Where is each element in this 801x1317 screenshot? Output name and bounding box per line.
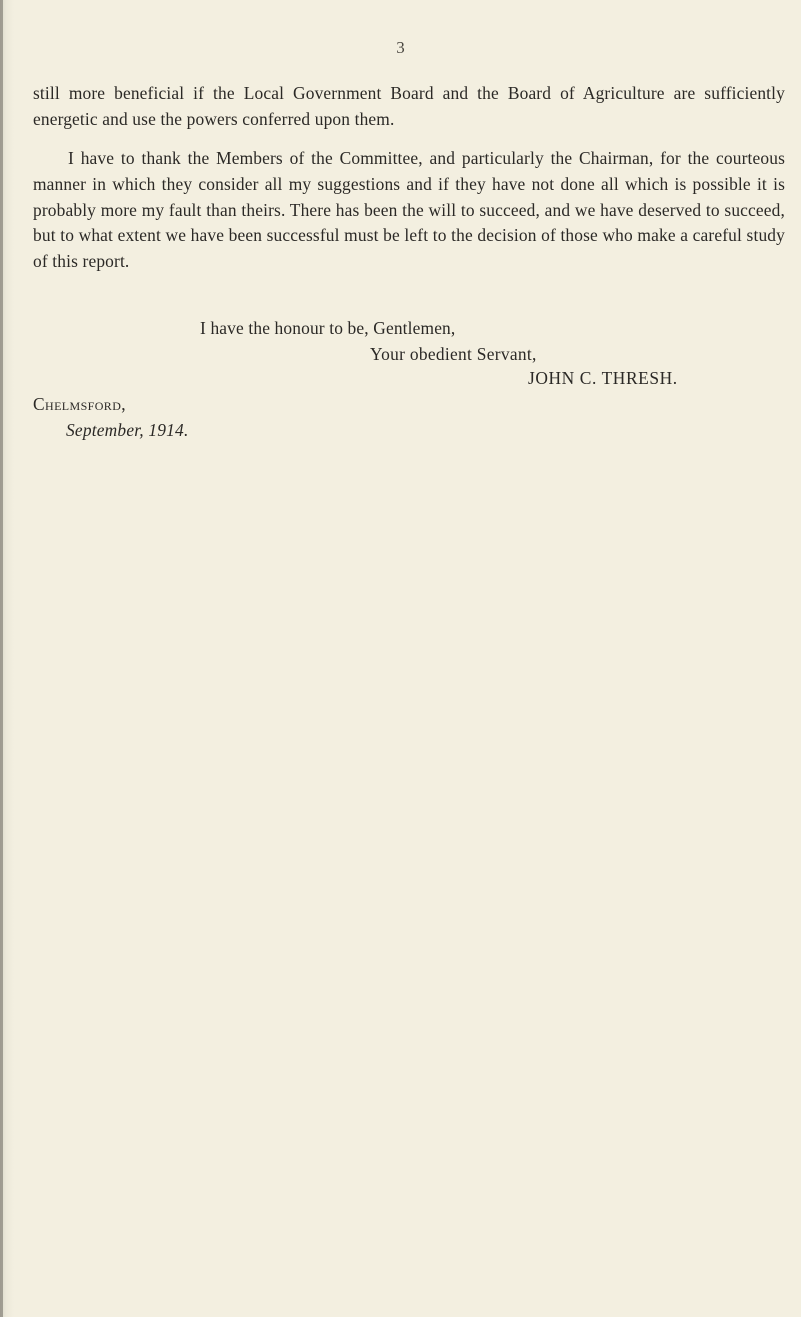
closing-salutation: I have the honour to be, Gentlemen, <box>200 318 456 338</box>
place-of-writing: Chelmsford, <box>33 394 127 414</box>
page-number: 3 <box>396 38 405 57</box>
body-paragraph-2: I have to thank the Members of the Committee, and particularly the Chairman, for the courteous manner in which they consider all my suggestions and if they have not done all which is possible it is probably more my fault than theirs. There has been the will to succeed, and we have deserved to succeed, but to what extent we have been successful must be left to the decision of those who make a careful study of this report. <box>33 148 785 272</box>
body-paragraph-1: still more beneficial if the Local Government Board and the Board of Agriculture are sufficiently energetic and use the powers conferred upon them. <box>33 83 785 129</box>
page-edge-shadow <box>0 0 3 1317</box>
date-of-writing: September, 1914. <box>66 420 189 440</box>
signature-name: JOHN C. THRESH. <box>528 368 678 388</box>
closing-servant: Your obedient Servant, <box>370 344 537 364</box>
